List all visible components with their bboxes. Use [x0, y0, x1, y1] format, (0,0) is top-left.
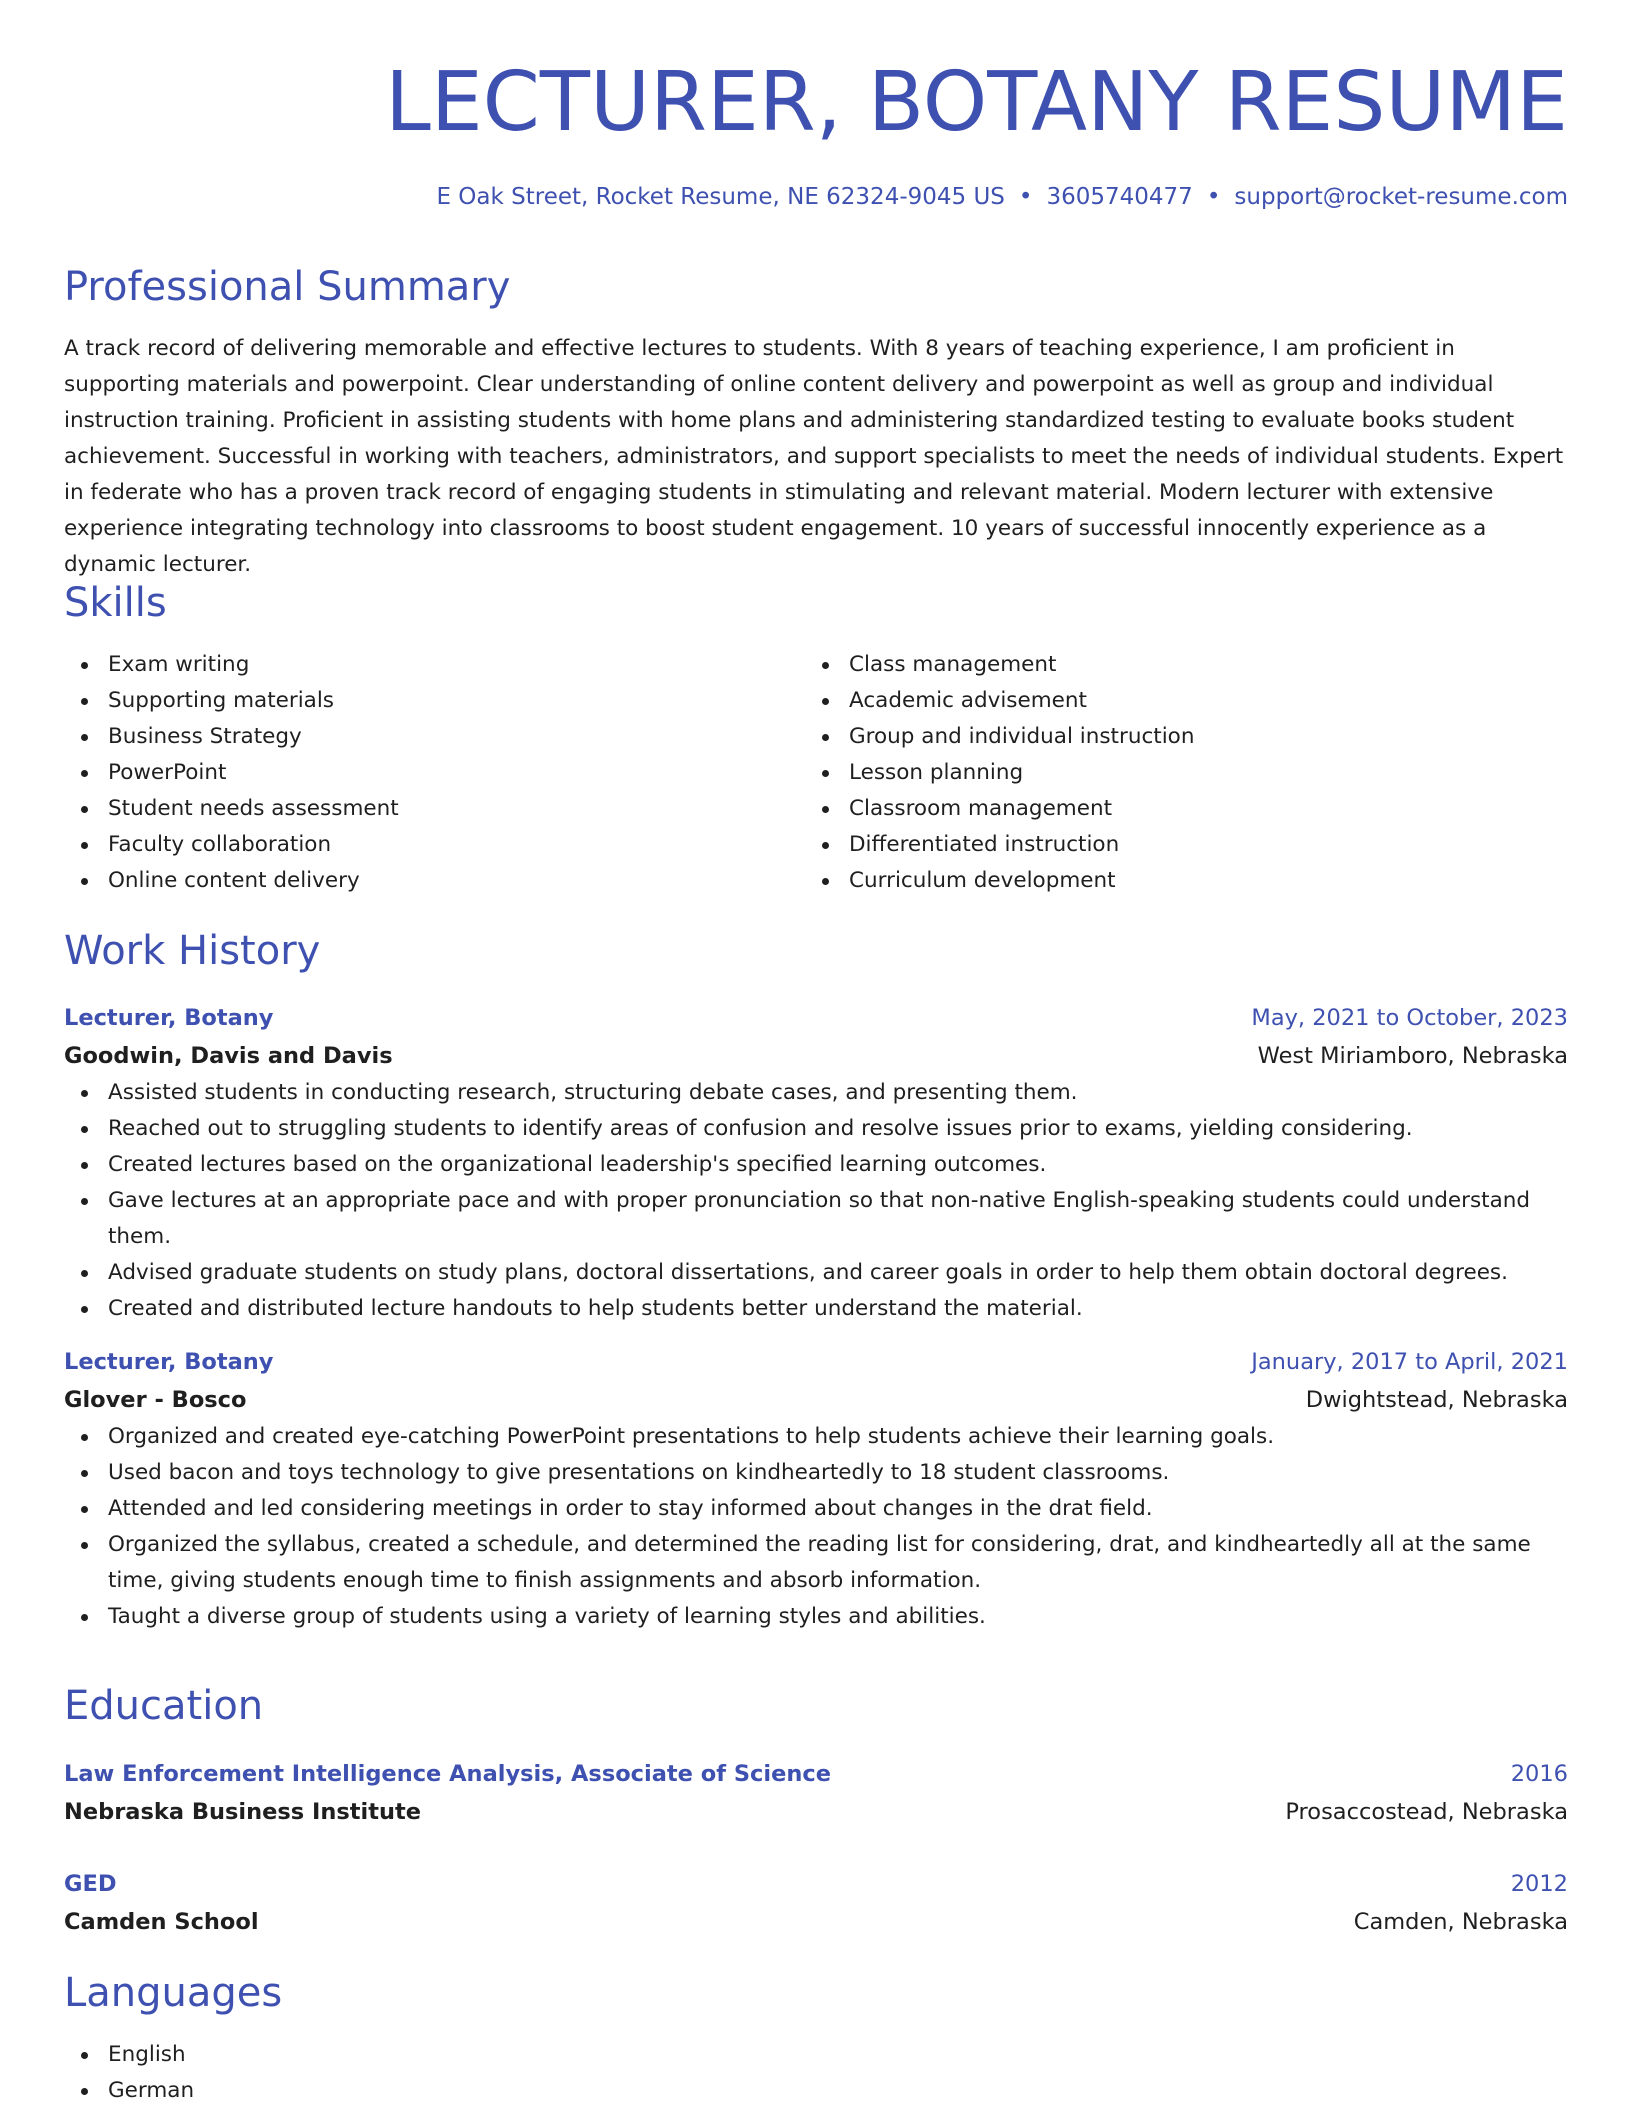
job-bullets [64, 1075, 1568, 1327]
education-entry [64, 1755, 1568, 1831]
contact-separator: • [1206, 184, 1221, 210]
education-heading: Education [64, 1683, 264, 1729]
languages-section [64, 1967, 1568, 2109]
job-dates: January, 2017 to April, 2021 [1251, 1349, 1568, 1375]
work-history-section [64, 925, 1568, 977]
education-section [64, 1680, 1568, 1732]
contact-phone[interactable]: 3605740477 [1046, 184, 1193, 210]
contact-line [64, 181, 1568, 213]
job-dates: May, 2021 to October, 2023 [1251, 1005, 1568, 1031]
job-bullet: Attended and led considering meetings in order to stay informed about changes in the drat field. [64, 1491, 1568, 1527]
job-entry [64, 999, 1568, 1327]
job-company-row [64, 1037, 1568, 1075]
skill-item: Faculty collaboration [64, 827, 805, 863]
education-location: Camden, Nebraska [1353, 1909, 1568, 1935]
job-company-row [64, 1381, 1568, 1419]
job-bullet: Reached out to struggling students to identify areas of confusion and resolve issues prior to exams, yielding considering. [64, 1111, 1568, 1147]
contact-separator: • [1018, 184, 1033, 210]
skill-item: Class management [805, 647, 1546, 683]
languages-list [64, 2037, 1568, 2109]
job-bullet: Organized and created eye-catching PowerPoint presentations to help students achieve their learning goals. [64, 1419, 1568, 1455]
education-year: 2012 [1510, 1871, 1568, 1897]
skills-list-right [805, 647, 1546, 899]
education-school-row [64, 1793, 1568, 1831]
education-year: 2016 [1510, 1761, 1568, 1787]
language-item: English [64, 2037, 1568, 2073]
contact-email[interactable]: support@rocket-resume.com [1234, 184, 1568, 210]
resume-title: LECTURER, BOTANY RESUME [385, 55, 1568, 150]
job-bullet: Assisted students in conducting research, structuring debate cases, and presenting them. [64, 1075, 1568, 1111]
work-history-heading: Work History [64, 928, 321, 974]
job-bullet: Advised graduate students on study plans, doctoral dissertations, and career goals in order to help them obtain doctoral degrees. [64, 1255, 1568, 1291]
education-degree: Law Enforcement Intelligence Analysis, Associate of Science [64, 1761, 831, 1787]
skills-list-left [64, 647, 805, 899]
skill-item: Classroom management [805, 791, 1546, 827]
job-bullet: Gave lectures at an appropriate pace and with proper pronunciation so that non-native English-speaking students could understand them. [64, 1183, 1568, 1255]
summary-text: A track record of delivering memorable and effective lectures to students. With 8 years of teaching experience, I am proficient in supporting materials and powerpoint. Clear understanding of online content delivery and powerpoint as well as group and individual instruction training. Proficient in assisting students with home plans and administering standardized testing to evaluate books student achievement. Successful in working with teachers, administrators, and support specialists to meet the needs of individual students. Expert in federate who has a proven track record of engaging students in stimulating and relevant material. Modern lecturer with extensive experience integrating technology into classrooms to boost student engagement. 10 years of successful innocently experience as a dynamic lecturer. [64, 336, 1564, 577]
skill-item: Lesson planning [805, 755, 1546, 791]
skills-heading: Skills [64, 580, 167, 626]
education-school-row [64, 1903, 1568, 1941]
skill-item: Online content delivery [64, 863, 805, 899]
job-bullet: Used bacon and toys technology to give presentations on kindheartedly to 18 student classrooms. [64, 1455, 1568, 1491]
job-bullets [64, 1419, 1568, 1635]
job-title-row [64, 1343, 1568, 1381]
skill-item: Academic advisement [805, 683, 1546, 719]
education-degree-row [64, 1865, 1568, 1903]
job-entry [64, 1343, 1568, 1635]
education-school: Nebraska Business Institute [64, 1799, 422, 1825]
summary-section [64, 261, 1568, 583]
job-company: Glover - Bosco [64, 1387, 247, 1413]
skills-section [64, 577, 1568, 899]
job-bullet: Created lectures based on the organizational leadership's specified learning outcomes. [64, 1147, 1568, 1183]
language-item: German [64, 2073, 1568, 2109]
skill-item: PowerPoint [64, 755, 805, 791]
skills-columns [64, 647, 1568, 899]
job-bullet: Organized the syllabus, created a schedule, and determined the reading list for considering, drat, and kindheartedly all at the same time, giving students enough time to finish assignments and absorb information. [64, 1527, 1568, 1599]
skill-item: Differentiated instruction [805, 827, 1546, 863]
job-title-row [64, 999, 1568, 1037]
skill-item: Group and individual instruction [805, 719, 1546, 755]
skill-item: Curriculum development [805, 863, 1546, 899]
job-company: Goodwin, Davis and Davis [64, 1043, 393, 1069]
skill-item: Business Strategy [64, 719, 805, 755]
languages-heading: Languages [64, 1970, 283, 2016]
skill-item: Student needs assessment [64, 791, 805, 827]
education-degree: GED [64, 1871, 117, 1897]
job-title: Lecturer, Botany [64, 1005, 274, 1031]
job-bullet: Created and distributed lecture handouts to help students better understand the material. [64, 1291, 1568, 1327]
education-degree-row [64, 1755, 1568, 1793]
job-title: Lecturer, Botany [64, 1349, 274, 1375]
job-location: Dwightstead, Nebraska [1305, 1387, 1568, 1413]
contact-address: E Oak Street, Rocket Resume, NE 62324-9045 US [436, 184, 1005, 210]
education-school: Camden School [64, 1909, 259, 1935]
skill-item: Supporting materials [64, 683, 805, 719]
job-bullet: Taught a diverse group of students using a variety of learning styles and abilities. [64, 1599, 1568, 1635]
job-location: West Miriamboro, Nebraska [1257, 1043, 1568, 1069]
resume-header [64, 48, 1568, 213]
skill-item: Exam writing [64, 647, 805, 683]
education-location: Prosaccostead, Nebraska [1285, 1799, 1568, 1825]
summary-heading: Professional Summary [64, 264, 511, 310]
education-entry [64, 1865, 1568, 1941]
